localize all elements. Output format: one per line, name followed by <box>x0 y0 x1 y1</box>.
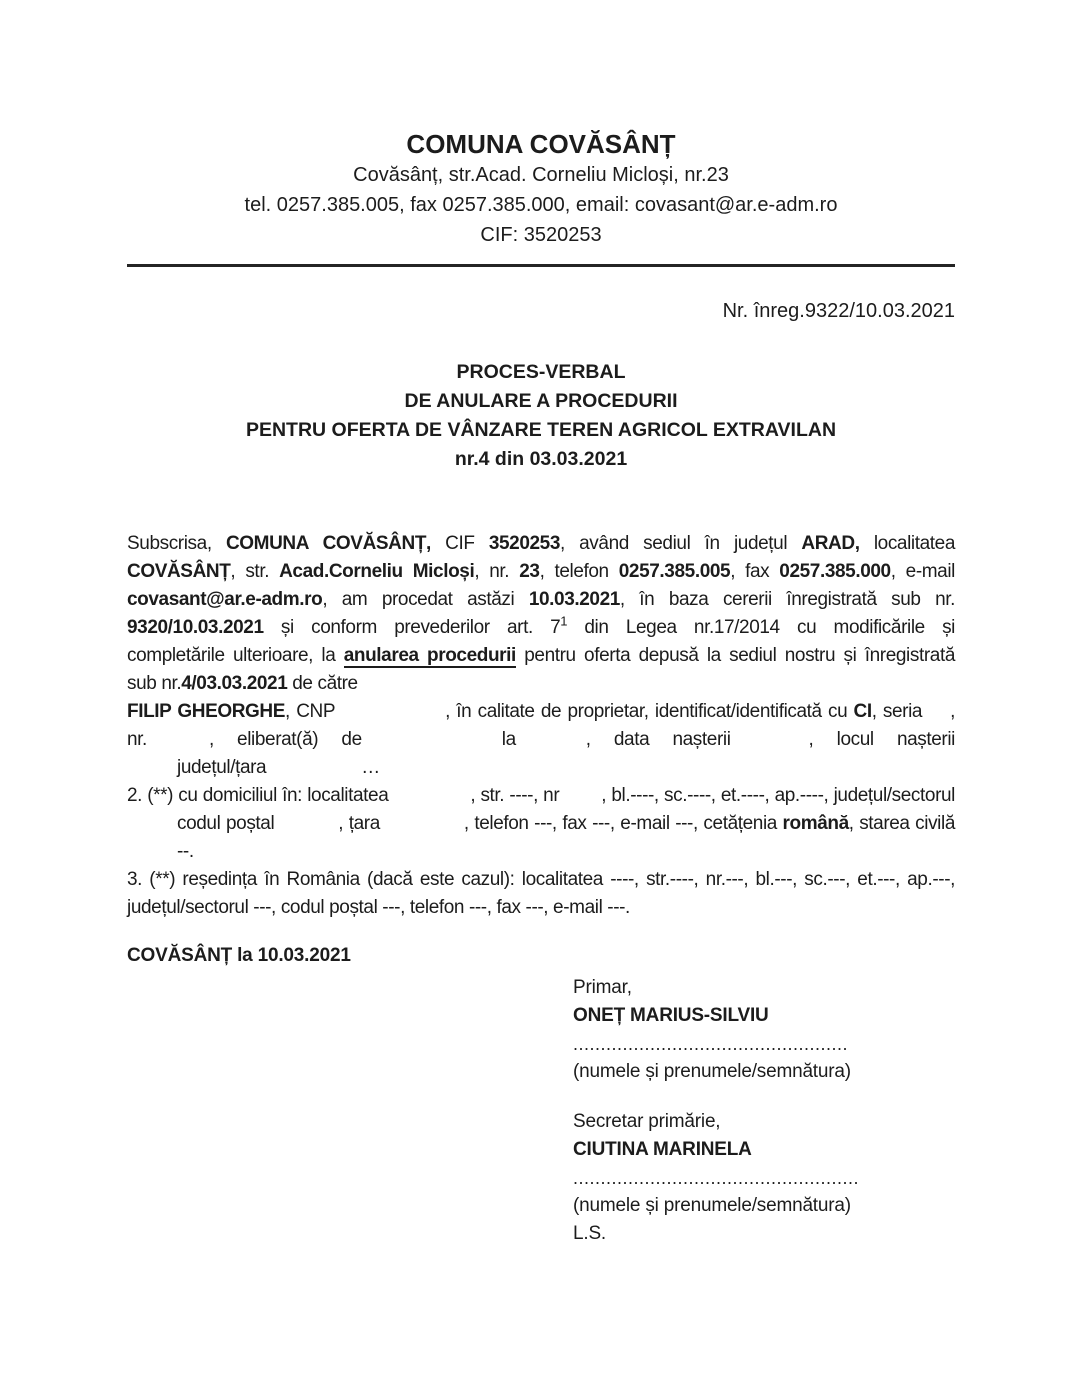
redacted-seria-gap <box>922 715 950 717</box>
redacted-issuer-gap <box>362 743 502 745</box>
title-line-4: nr.4 din 03.03.2021 <box>454 448 628 470</box>
title-line-3: PENTRU OFERTA DE VÂNZARE TEREN AGRICOL EXTRAVILAN <box>245 419 837 441</box>
redacted-cnp-gap <box>335 715 445 717</box>
body-line-13: județul/sectorul ---, codul poștal ---, telefon ---, fax ---, e-mail ---. <box>127 897 630 918</box>
redacted-nr-gap <box>147 743 209 745</box>
body-line-10: 2. (**) cu domiciliul în: localitatea , str. ----, nr , bl.----, sc.----, et.----, ap.----, județul/sectorul <box>127 785 955 806</box>
registration-number: Nr. înreg.9322/10.03.2021 <box>722 300 955 322</box>
organization-contact: tel. 0257.385.005, fax 0257.385.000, email: covasant@ar.e-adm.ro <box>244 194 838 216</box>
primar-caption: (numele și prenumele/semnătura) <box>573 1061 851 1082</box>
title-line-2: DE ANULARE A PROCEDURII <box>404 390 678 412</box>
redacted-streetno-gap <box>559 799 601 801</box>
secretar-caption: (numele și prenumele/semnătura) <box>573 1195 851 1216</box>
place-and-date: COVĂSÂNȚ la 10.03.2021 <box>127 945 351 966</box>
superscript-1: 1 <box>560 613 568 629</box>
body-line-1: Subscrisa, COMUNA COVĂSÂNȚ, CIF 3520253, având sediul în județul ARAD, localitatea <box>127 533 955 554</box>
owner-name: FILIP GHEORGHE <box>127 701 286 722</box>
redacted-tara-gap <box>380 827 464 829</box>
redacted-birthdate-gap <box>731 743 809 745</box>
redacted-postal-gap <box>274 827 338 829</box>
body-line-12: 3. (**) reședința în România (dacă este cazul): localitatea ----, str.----, nr.---, bl.---, sc.---, et.---, ap.---, <box>127 869 955 890</box>
organization-cif: CIF: 3520253 <box>480 224 602 246</box>
primar-role: Primar, <box>573 977 632 998</box>
primar-signature-line: .................................................. <box>573 1034 849 1054</box>
body-line-6: sub nr.4/03.03.2021 de către <box>127 673 358 694</box>
body-line-5: completările ulterioare, la anularea procedurii pentru oferta depusă la sediul nostru și înregistrată <box>127 645 955 666</box>
anulare-emphasis: anularea procedurii <box>343 645 516 666</box>
secretar-name: CIUTINA MARINELA <box>573 1139 752 1160</box>
signature-block <box>573 974 955 1248</box>
body-line-7: FILIP GHEORGHE, CNP , în calitate de proprietar, identificat/identificată cu CI, seria , <box>127 701 955 722</box>
secretar-role: Secretar primărie, <box>573 1111 721 1132</box>
title-line-1: PROCES-VERBAL <box>456 361 626 383</box>
body-line-8: nr. , eliberat(ă) de la , data nașterii , locul nașterii <box>127 729 955 750</box>
body-line-4: 9320/10.03.2021 și conform prevederilor art. $7^1$ din Legea nr.17/2014 cu modificările și <box>127 613 955 638</box>
body-line-3: covasant@ar.e-adm.ro, am procedat astăzi 10.03.2021, în baza cererii înregistrată sub nr. <box>127 589 955 610</box>
body-line-9: județul/țara … <box>177 757 380 778</box>
secretar-signature-line: .................................................... <box>573 1168 860 1188</box>
redacted-date-gap <box>516 743 586 745</box>
locus-sigilli: L.S. <box>573 1223 606 1244</box>
body-line-2: COVĂSÂNȚ, str. Acad.Corneliu Micloși, nr. 23, telefon 0257.385.005, fax 0257.385.000, e-mail <box>127 561 955 582</box>
redacted-country-gap <box>266 771 361 773</box>
document-title <box>127 358 955 474</box>
organization-address: Covăsânț, str.Acad. Corneliu Micloși, nr.23 <box>353 164 729 186</box>
primar-name: ONEȚ MARIUS-SILVIU <box>573 1005 769 1026</box>
organization-name: COMUNA COVĂSÂNȚ <box>406 129 676 159</box>
redacted-locality-gap <box>388 799 470 801</box>
document-body <box>127 530 955 922</box>
header-separator-line <box>127 264 955 267</box>
body-line-11: codul poștal , țara , telefon ---, fax ---, e-mail ---, cetățenia română, starea civilă --. <box>177 813 955 862</box>
letterhead <box>127 128 955 267</box>
